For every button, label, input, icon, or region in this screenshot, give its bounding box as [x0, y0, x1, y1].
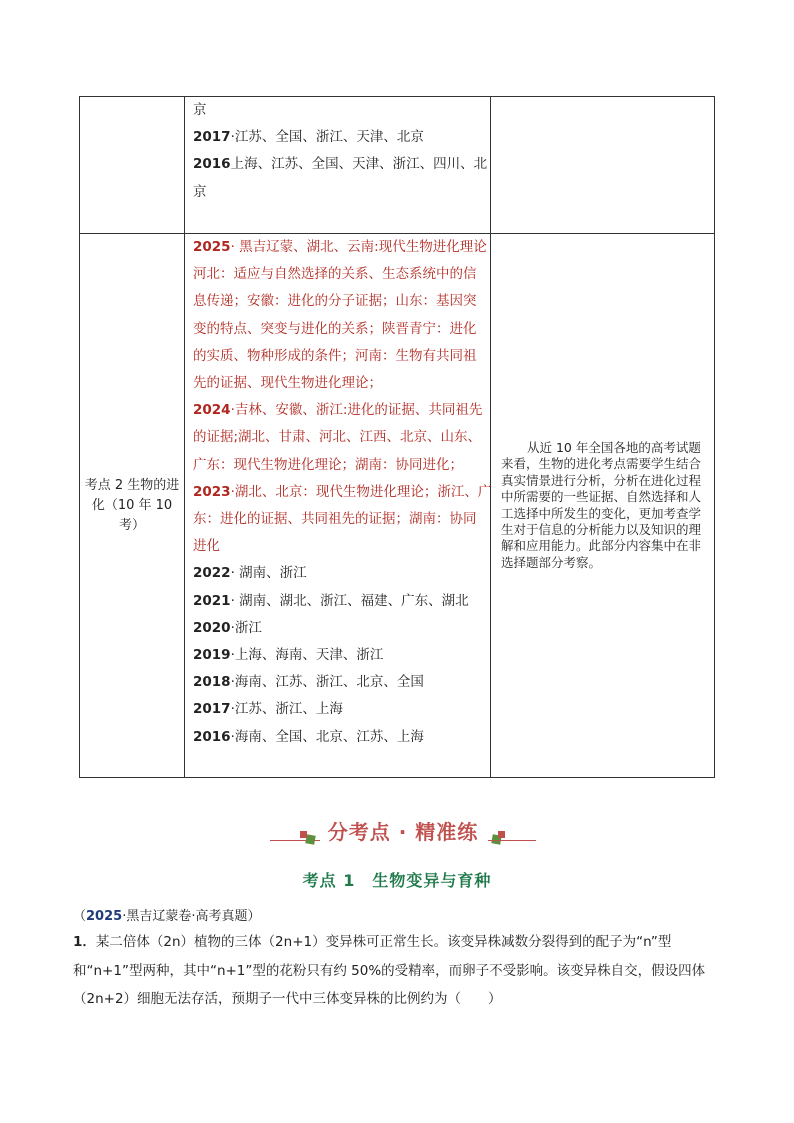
years-cell	[185, 234, 491, 778]
question-number: 1．	[73, 934, 96, 950]
banner-title: 分考点 · 精准练	[327, 820, 479, 844]
year-list	[185, 97, 490, 206]
year-line	[193, 588, 484, 615]
year-provinces: · 黑吉辽蒙、湖北、云南:现代生物进化理论	[230, 239, 487, 255]
year-label: 2024	[193, 402, 231, 419]
topic-cell	[80, 97, 185, 234]
year-provinces: · 湖南、浙江	[230, 565, 307, 582]
year-line	[193, 343, 484, 370]
year-label: 2017	[193, 129, 231, 146]
analysis-cell	[491, 234, 715, 778]
year-line	[193, 316, 484, 343]
year-label: 2023	[193, 483, 231, 500]
question-text: 某二倍体（2n）植物的三体（2n+1）变异株可正常生长。该变异株减数分裂得到的配子为“n”型和“n+1”型两种，其中“n+1”型的花粉只有约 50%的受精率，而卵子不受影响。该变异株自交，假设四体（2n+2）细胞无法存活，预期子一代中三体变异株的比例约为（ ）	[73, 934, 706, 1007]
analysis-text: 从近 10 年全国各地的高考试题来看，生物的进化考点需要学生结合真实情景进行分析，分析在进化过程中所需要的一些证据、自然选择和人工选择中所发生的变化，更加考查学生对于信息的分析能力以及知识的理解和应用能力。此部分内容集中在非选择题部分考察。	[501, 439, 702, 570]
question-source	[73, 905, 260, 924]
year-provinces: ·吉林、安徽、浙江:进化的证据、共同祖先	[230, 402, 483, 419]
year-label: 2016	[193, 728, 231, 745]
year-line	[193, 397, 484, 424]
table-row	[80, 234, 715, 778]
year-provinces: 先的证据、现代生物进化理论；	[193, 375, 382, 392]
year-provinces: 东：进化的证据、共同祖先的证据；湖南：协同	[193, 511, 477, 528]
source-text: ·黑吉辽蒙卷·高考真题）	[122, 909, 261, 924]
earlier-years-list	[193, 560, 484, 750]
year-provinces: ·海南、江苏、浙江、北京、全国	[230, 674, 424, 691]
year-provinces: · 湖南、湖北、浙江、福建、广东、湖北	[230, 592, 469, 609]
year-line	[193, 506, 484, 533]
years-cell	[185, 97, 491, 234]
question-item	[73, 928, 723, 1014]
year-provinces: 变的特点、突变与进化的关系；陕晋青宁：进化	[193, 320, 477, 337]
year-provinces: 河北：适应与自然选择的关系、生态系统中的信	[193, 266, 477, 283]
topic-cell: 考点 2 生物的进化（10 年 10 考）	[80, 234, 185, 778]
year-label: 2022	[193, 565, 231, 582]
source-year: 2025	[86, 909, 123, 924]
year-provinces: 的实质、物种形成的条件；河南：生物有共同祖	[193, 347, 477, 364]
year-label: 2017	[193, 701, 231, 718]
year-provinces: 进化	[193, 538, 220, 555]
year-line	[193, 288, 484, 315]
year-provinces: 的证据;湖北、甘肃、河北、江西、北京、山东、	[193, 429, 482, 446]
year-line	[193, 124, 484, 151]
year-line	[193, 424, 484, 451]
year-line	[193, 615, 484, 642]
analysis-cell	[491, 97, 715, 234]
year-line	[193, 642, 484, 669]
banner-ornament-icon	[498, 831, 505, 838]
year-provinces: ·湖北、北京：现代生物进化理论；浙江、广	[230, 483, 492, 500]
year-label: 2020	[193, 619, 231, 636]
exam-topic-table	[79, 96, 715, 778]
year-line	[193, 452, 484, 479]
year-line	[193, 179, 484, 206]
table-row	[80, 97, 715, 234]
year-line	[193, 151, 488, 178]
year-label: 2021	[193, 592, 231, 609]
year-line	[193, 479, 492, 506]
year-label: 2016	[193, 156, 231, 173]
year-provinces: ·海南、全国、北京、江苏、上海	[230, 728, 424, 745]
year-provinces: ·江苏、全国、浙江、天津、北京	[230, 129, 424, 146]
banner-rule-right	[488, 840, 536, 841]
banner-ornament-icon	[300, 831, 307, 838]
year-provinces: 息传递；安徽：进化的分子证据；山东：基因突	[193, 293, 477, 310]
year-line	[193, 261, 484, 288]
year-label: 2019	[193, 647, 231, 664]
year-label: 2018	[193, 674, 231, 691]
recent-years-list	[193, 234, 492, 560]
year-list	[185, 234, 490, 751]
year-line	[193, 696, 484, 723]
year-line	[193, 370, 484, 397]
year-line	[193, 724, 484, 751]
year-provinces: ·江苏、浙江、上海	[230, 701, 343, 718]
year-provinces: 京	[193, 183, 207, 200]
year-line	[193, 97, 484, 124]
year-line	[193, 533, 484, 560]
year-line	[193, 234, 487, 261]
source-open: （	[73, 909, 87, 924]
section-heading: 考点 1 生物变异与育种	[302, 871, 492, 890]
year-line	[193, 560, 484, 587]
year-provinces: 京	[193, 102, 207, 118]
year-label: 2025	[193, 239, 231, 255]
year-provinces: ·上海、海南、天津、浙江	[230, 647, 384, 664]
year-provinces: 广东：现代生物进化理论；湖南：协同进化；	[193, 456, 463, 473]
year-provinces: 上海、江苏、全国、天津、浙江、四川、北	[230, 156, 488, 173]
year-provinces: ·浙江	[230, 619, 262, 636]
section-banner	[270, 816, 536, 850]
year-line	[193, 669, 484, 696]
